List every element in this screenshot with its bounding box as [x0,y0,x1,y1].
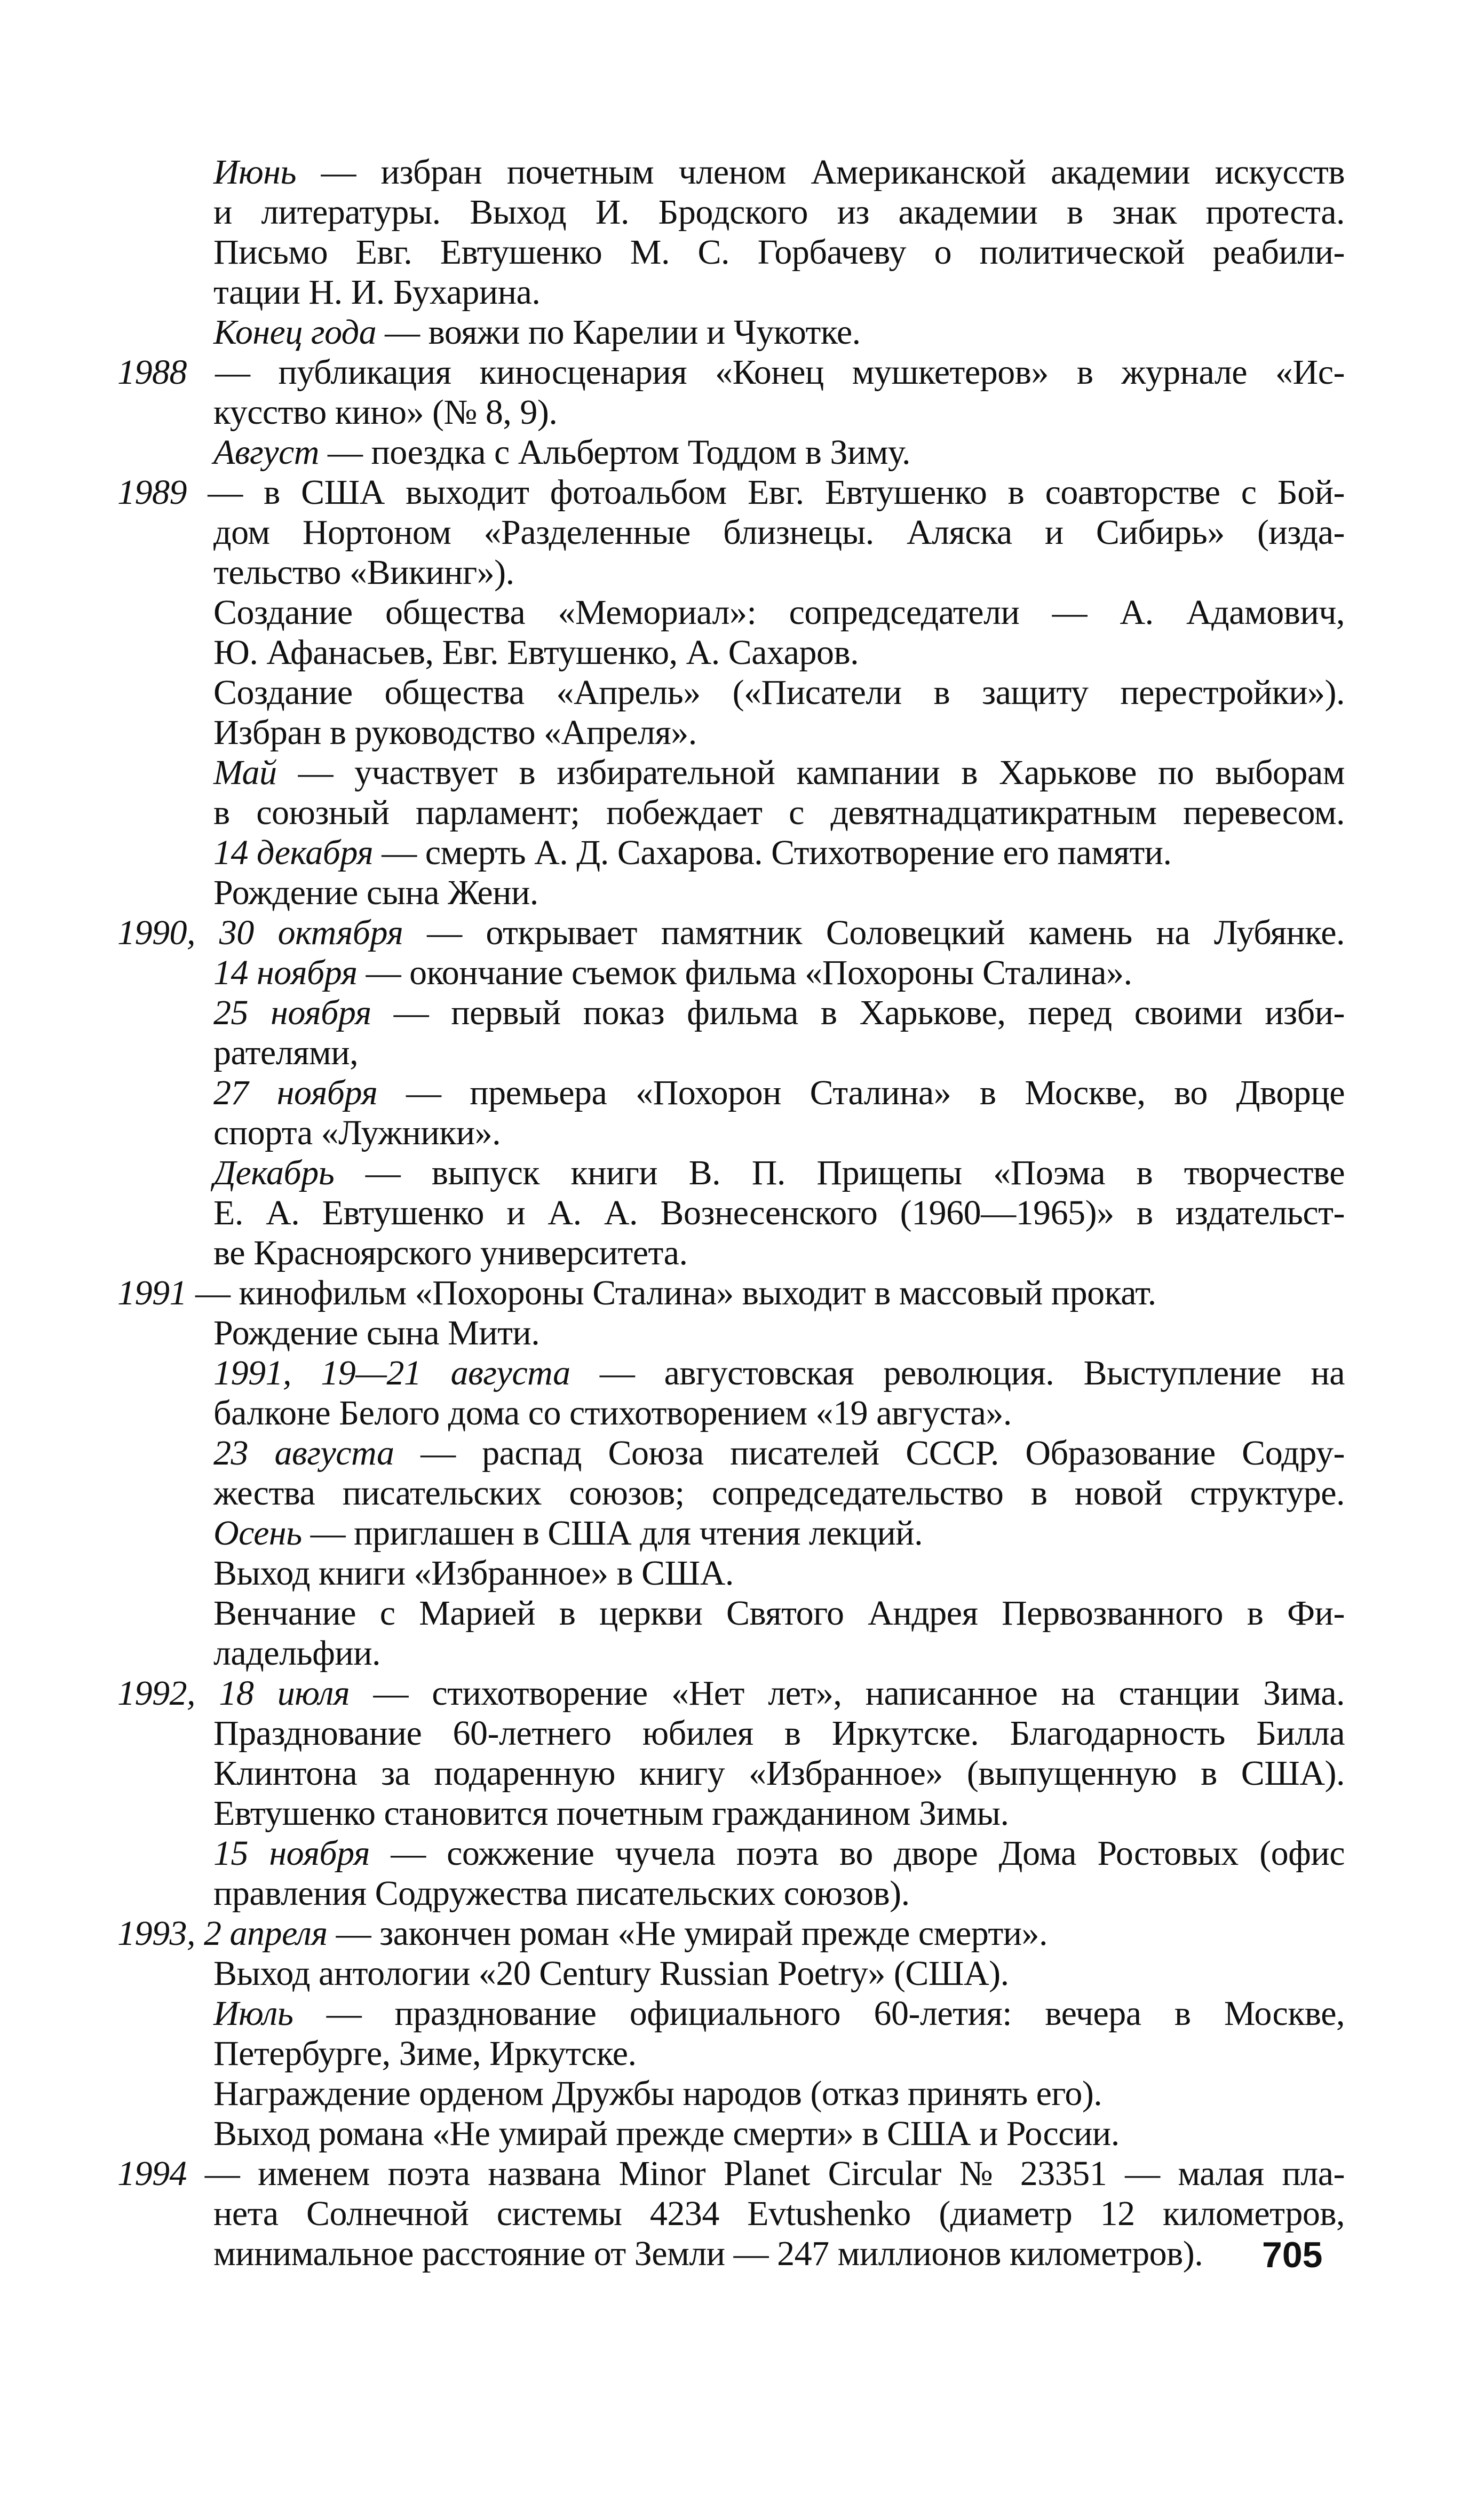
date-label: 15 ноября [213,1834,370,1873]
text-line [117,392,1345,432]
text-line [117,1793,1345,1833]
line-text: Венчание с Марией в церкви Святого Андрея Первозванного в Фи- [213,1594,1345,1633]
line-text: Выход антологии «20 Century Russian Poetry» (США). [213,1954,1009,1993]
line-text: — первый показ фильма в Харькове, перед своими изби- [371,993,1345,1032]
line-text: — выпуск книги В. П. Прищепы «Поэма в творчестве [334,1153,1345,1192]
text-line [117,1113,1345,1153]
line-text: — закончен роман «Не умирай прежде смерти». [327,1914,1048,1953]
date-label: 1993, 2 апреля [117,1914,328,1953]
line-text: Евтушенко становится почетным гражданином Зимы. [213,1794,1009,1833]
text-line [117,1673,1345,1713]
line-text: спорта «Лужники». [213,1113,501,1152]
line-text: минимальное расстояние от Земли — 247 миллионов километров). [213,2234,1203,2273]
line-text: — в США выходит фотоальбом Евг. Евтушенко в соавторстве с Бой- [187,473,1345,512]
line-text: — сожжение чучела поэта во дворе Дома Ростовых (офис [369,1834,1345,1873]
line-text: — публикация киносценария «Конец мушкетеров» в журнале «Ис- [187,353,1345,392]
date-label: 1994 [117,2154,187,2193]
text-line [117,2194,1345,2234]
text-line [117,2033,1345,2073]
date-label: 1989 [117,473,187,512]
text-line [117,993,1345,1033]
text-line [117,873,1345,913]
text-line [117,1393,1345,1433]
text-line [117,2154,1345,2194]
text-line [117,1873,1345,1913]
line-text: — премьера «Похорон Сталина» в Москве, во Дворце [377,1073,1345,1112]
date-label: Декабрь [213,1153,335,1192]
line-text: Рождение сына Мити. [213,1313,540,1352]
date-label: Август [213,433,319,472]
line-text: Письмо Евг. Евтушенко М. С. Горбачеву о политической реабили- [213,233,1345,272]
date-label: 14 декабря [213,833,374,872]
line-text: — вояжи по Карелии и Чукотке. [376,313,861,352]
line-text: — приглашен в США для чтения лекций. [301,1514,923,1553]
text-line [117,1953,1345,1993]
line-text: жества писательских союзов; сопредседательство в новой структуре. [213,1474,1345,1513]
line-text: — окончание съемок фильма «Похороны Сталина». [357,953,1132,992]
line-text: Рождение сына Жени. [213,873,538,912]
text-line [117,1233,1345,1273]
text-line [117,1073,1345,1113]
date-label: 1991, 19—21 августа [213,1354,570,1392]
line-text: — открывает памятник Соловецкий камень на Лубянке. [403,913,1345,952]
text-line [117,1193,1345,1233]
line-text: — кинофильм «Похороны Сталина» выходит в массовый прокат. [187,1273,1156,1312]
line-text: Награждение орденом Дружбы народов (отказ принять его). [213,2074,1102,2113]
text-line [117,1593,1345,1633]
text-line [117,1513,1345,1553]
line-text: ве Красноярского университета. [213,1233,688,1272]
line-text: и литературы. Выход И. Бродского из академии в знак протеста. [213,193,1345,232]
text-line [117,352,1345,392]
text-line [117,1753,1345,1793]
date-label: 25 ноября [213,993,371,1032]
line-text: — избран почетным членом Американской академии искусств [296,153,1345,192]
text-line [117,713,1345,753]
text-line [117,432,1345,472]
text-line [117,1633,1345,1673]
date-label: 27 ноября [213,1073,378,1112]
date-label: 14 ноября [213,953,358,992]
line-text: тельство «Викинг»). [213,553,514,592]
date-label: 1988 [117,353,187,392]
text-line [117,552,1345,592]
line-text: Празднование 60-летнего юбилея в Иркутске. Благодарность Билла [213,1714,1345,1753]
date-label: 1991 [117,1273,187,1312]
line-text: балконе Белого дома со стихотворением «19 августа». [213,1394,1012,1432]
text-line [117,1433,1345,1473]
text-line [117,1153,1345,1193]
line-text: Избран в руководство «Апреля». [213,713,697,752]
date-label: Июнь [213,153,296,192]
line-text: правления Содружества писательских союзов). [213,1874,910,1913]
line-text: Выход романа «Не умирай прежде смерти» в США и России. [213,2114,1120,2153]
line-text: тации Н. И. Бухарина. [213,273,541,312]
line-text: рателями, [213,1033,359,1072]
text-line [117,472,1345,512]
text-line [117,2234,1345,2274]
text-line [117,2073,1345,2114]
line-text: — именем поэта названа Minor Planet Circular № 23351 — малая пла- [187,2154,1345,2193]
date-label: 1992, 18 июля [117,1674,350,1713]
line-text: кусство кино» (№ 8, 9). [213,393,558,432]
line-text: — поездка с Альбертом Тоддом в Зиму. [319,433,910,472]
text-line [117,1993,1345,2033]
date-label: Осень [213,1514,302,1553]
line-text: — празднование официального 60-летия: вечера в Москве, [293,1994,1345,2033]
line-text: — распад Союза писателей СССР. Образование Содру- [394,1434,1345,1473]
line-text: Создание общества «Апрель» («Писатели в защиту перестройки»). [213,673,1345,712]
line-text: дом Нортоном «Разделенные близнецы. Аляска и Сибирь» (изда- [213,513,1345,552]
text-line [117,1473,1345,1513]
line-text: в союзный парламент; побеждает с девятнадцатикратным перевесом. [213,793,1345,832]
text-line [117,1833,1345,1873]
line-text: Выход книги «Избранное» в США. [213,1554,734,1593]
text-line [117,1273,1345,1313]
text-line [117,1713,1345,1753]
date-label: 23 августа [213,1434,394,1473]
line-text: — смерть А. Д. Сахарова. Стихотворение его памяти. [373,833,1172,872]
text-line [117,592,1345,632]
text-line [117,192,1345,232]
text-line [117,1353,1345,1393]
text-line [117,272,1345,312]
text-line [117,793,1345,833]
text-line [117,953,1345,993]
chronology-text [117,152,1345,2274]
text-line [117,1553,1345,1593]
text-line [117,1033,1345,1073]
text-line [117,672,1345,713]
text-line [117,312,1345,352]
line-text: Клинтона за подаренную книгу «Избранное» (выпущенную в США). [213,1754,1345,1793]
text-line [117,152,1345,192]
text-line [117,1913,1345,1953]
line-text: Ю. Афанасьев, Евг. Евтушенко, А. Сахаров. [213,633,859,672]
line-text: — августовская революция. Выступление на [570,1354,1345,1392]
line-text: Е. А. Евтушенко и А. А. Вознесенского (1960—1965)» в издательст- [213,1193,1345,1232]
text-line [117,753,1345,793]
text-line [117,632,1345,672]
line-text: ладельфии. [213,1634,381,1673]
line-text: нета Солнечной системы 4234 Evtushenko (диаметр 12 километров, [213,2194,1345,2233]
text-line [117,833,1345,873]
text-line [117,512,1345,552]
line-text: Петербурге, Зиме, Иркутске. [213,2034,637,2073]
text-line [117,1313,1345,1353]
text-line [117,232,1345,272]
line-text: — участвует в избирательной кампании в Харькове по выборам [276,753,1345,792]
page-number: 705 [1262,2235,1323,2275]
date-label: Май [213,753,277,792]
date-label: Июль [213,1994,293,2033]
line-text: — стихотворение «Нет лет», написанное на станции Зима. [350,1674,1345,1713]
text-line [117,2114,1345,2154]
text-line [117,913,1345,953]
date-label: 1990, 30 октября [117,913,403,952]
date-label: Конец года [213,313,377,352]
line-text: Создание общества «Мемориал»: сопредседатели — А. Адамович, [213,593,1345,632]
